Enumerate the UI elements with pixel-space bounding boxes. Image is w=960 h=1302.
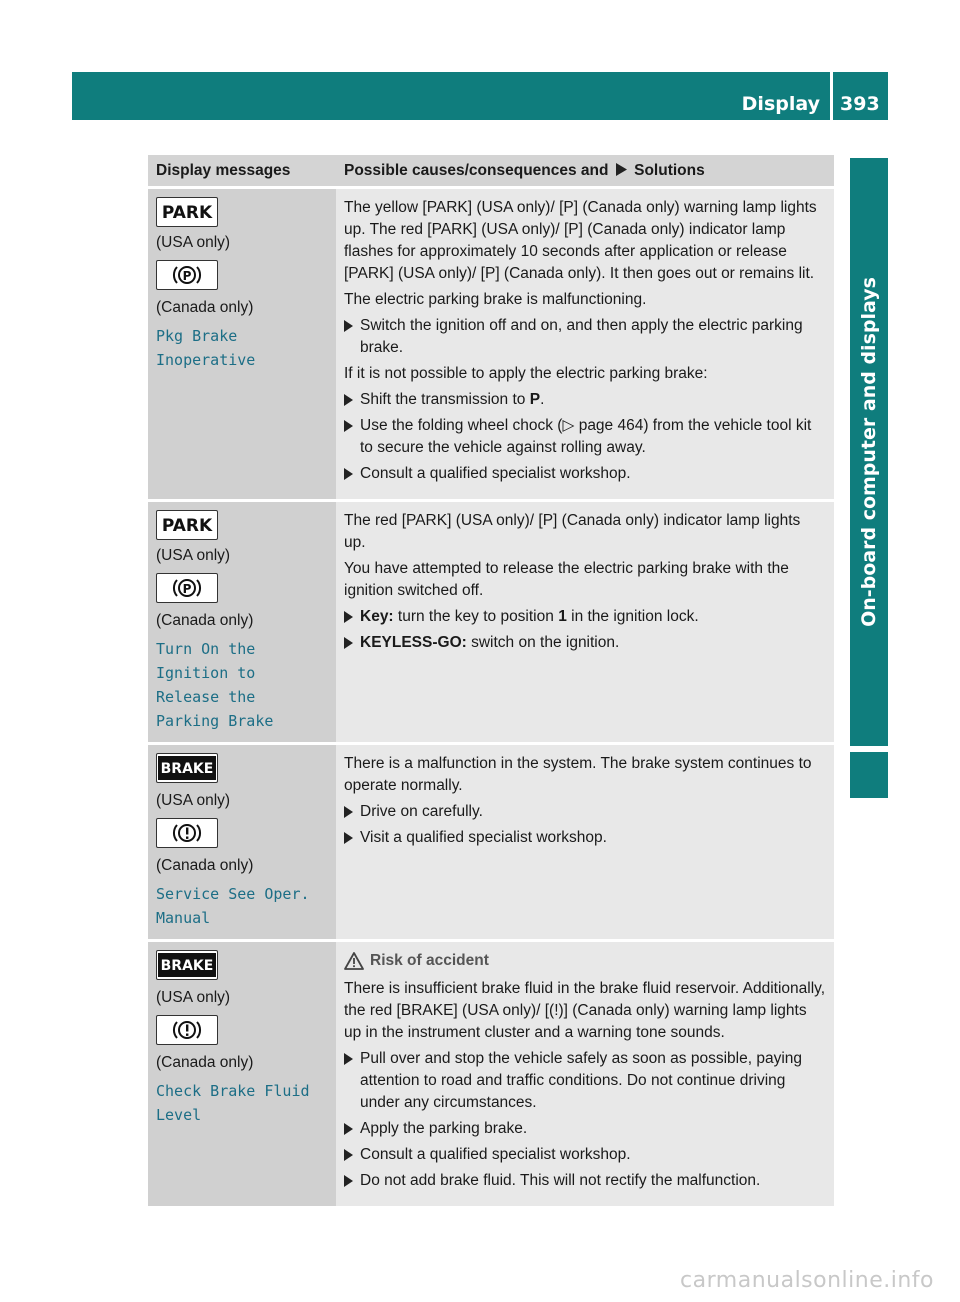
step-arrow-icon (344, 420, 353, 432)
solution-step (344, 1048, 826, 1114)
column-header-causes (336, 155, 834, 189)
cause-text: The electric parking brake is malfunctioning. (344, 291, 647, 308)
table-row (148, 745, 834, 942)
step-arrow-icon (344, 468, 353, 480)
solution-step-text: switch on the ignition. (466, 634, 620, 651)
display-message-cell (148, 189, 336, 502)
gear-position: P (529, 391, 541, 408)
canada-only-label: (Canada only) (156, 299, 254, 316)
column-header-causes-text: Possible causes/consequences and (344, 161, 609, 179)
solution-step (344, 389, 826, 411)
display-message-line: Manual (156, 909, 211, 927)
column-header-solutions-text: Solutions (634, 161, 705, 179)
parking-brake-circle-icon (156, 260, 218, 290)
step-arrow-icon (344, 1149, 353, 1161)
solution-step-text: Do not add brake fluid. This will not rectify the malfunction. (360, 1172, 761, 1189)
display-message-cell (148, 942, 336, 1209)
solution-cell (336, 942, 834, 1209)
step-keyword: KEYLESS-GO: (360, 634, 467, 651)
park-lamp-icon (156, 510, 218, 540)
svg-text:P: P (182, 269, 192, 283)
solution-step (344, 827, 826, 849)
svg-text:PARK: PARK (161, 203, 213, 223)
solution-step (344, 632, 826, 654)
park-lamp-icon (156, 197, 218, 227)
step-arrow-icon (344, 1175, 353, 1187)
canada-only-label: (Canada only) (156, 857, 254, 874)
solution-step (344, 463, 826, 485)
risk-warning-heading (344, 950, 826, 972)
solution-step (344, 1118, 826, 1140)
svg-text:BRAKE: BRAKE (160, 761, 214, 777)
solution-step-text: in the ignition lock. (566, 608, 699, 625)
cause-text: The yellow [PARK] (USA only)/ [P] (Canada only) warning lamp lights up. The red [PARK] (USA only)/ [P] (Canada only) indicator lamp flashes for approximately 10 seconds after application or release [PARK] (USA only)/ [P] (Canada only). It then goes out or remains lit. (344, 199, 817, 282)
key-position: 1 (558, 608, 567, 625)
display-message-line: Inoperative (156, 351, 256, 369)
brake-warning-circle-icon (156, 818, 218, 848)
brake-warning-circle-icon (156, 1015, 218, 1045)
step-arrow-icon (344, 394, 353, 406)
solution-step-text: turn the key to position (393, 608, 559, 625)
usa-only-label: (USA only) (156, 234, 231, 251)
step-arrow-icon (344, 832, 353, 844)
chapter-marker (850, 752, 888, 798)
table-row (148, 189, 834, 502)
solution-step-text: Pull over and stop the vehicle safely as soon as possible, paying attention to road and traffic conditions. Do not continue driving under any circumstances. (360, 1050, 803, 1111)
solution-step-text: Apply the parking brake. (360, 1120, 528, 1137)
solution-step-text: Switch the ignition off and on, and then apply the electric parking brake. (360, 317, 803, 356)
display-message-line: Turn On the (156, 640, 256, 658)
cause-text: The red [PARK] (USA only)/ [P] (Canada only) indicator lamp lights up. (344, 512, 801, 551)
display-message-line: Pkg Brake (156, 327, 238, 345)
display-message-cell (148, 745, 336, 942)
display-message-line: Ignition to (156, 664, 256, 682)
usa-only-label: (USA only) (156, 989, 231, 1006)
page-number: 393 (840, 93, 880, 115)
display-message-line: Level (156, 1106, 202, 1124)
header-separator (830, 72, 833, 120)
solution-step-text: Consult a qualified specialist workshop. (360, 1146, 631, 1163)
warning-triangle-icon (344, 952, 364, 970)
solution-cell (336, 502, 834, 745)
solution-step (344, 801, 826, 823)
footer-watermark: carmanualsonline.info (680, 1268, 934, 1293)
cause-text: There is insufficient brake fluid in the brake fluid reservoir. Additionally, the red [BRAKE] (USA only)/ [(!)] (Canada only) warning lamp lights up in the instrument cluster and a warning tone sounds. (344, 980, 826, 1041)
cause-text: There is a malfunction in the system. The brake system continues to operate normally. (344, 755, 812, 794)
display-message-line: Check Brake Fluid (156, 1082, 310, 1100)
play-arrow-icon (616, 163, 627, 176)
page-title: Display messages (714, 93, 820, 143)
solution-cell (336, 189, 834, 502)
step-keyword: Key: (360, 608, 394, 625)
solution-step-text: . (540, 391, 545, 408)
solution-step-text: Visit a qualified specialist workshop. (360, 829, 607, 846)
solution-step-text: Use the folding wheel chock (▷ page 464) from the vehicle tool kit to secure the vehicle against rolling away. (360, 417, 812, 456)
step-arrow-icon (344, 1053, 353, 1065)
table-row (148, 942, 834, 1209)
display-message-cell (148, 502, 336, 745)
step-arrow-icon (344, 637, 353, 649)
risk-warning-title: Risk of accident (370, 952, 489, 969)
display-message-line: Parking Brake (156, 712, 274, 730)
column-header-display-messages: Display messages (148, 155, 336, 189)
brake-lamp-icon (156, 753, 218, 783)
solution-step (344, 315, 826, 359)
display-message-line: Service See Oper. (156, 885, 310, 903)
step-arrow-icon (344, 806, 353, 818)
solution-step (344, 1144, 826, 1166)
cause-text: You have attempted to release the electric parking brake with the ignition switched off. (344, 560, 789, 599)
solution-cell (336, 745, 834, 942)
solution-step-text: Consult a qualified specialist workshop. (360, 465, 631, 482)
usa-only-label: (USA only) (156, 547, 231, 564)
svg-text:P: P (182, 582, 192, 596)
solution-step (344, 415, 826, 459)
brake-lamp-icon (156, 950, 218, 980)
display-message-line: Release the (156, 688, 256, 706)
step-arrow-icon (344, 320, 353, 332)
canada-only-label: (Canada only) (156, 612, 254, 629)
step-arrow-icon (344, 611, 353, 623)
table-row (148, 502, 834, 745)
table-header-row (148, 155, 834, 189)
svg-text:BRAKE: BRAKE (160, 958, 214, 974)
solution-step (344, 1170, 826, 1192)
parking-brake-circle-icon (156, 573, 218, 603)
usa-only-label: (USA only) (156, 792, 231, 809)
solution-step (344, 606, 826, 628)
svg-text:PARK: PARK (161, 516, 213, 536)
display-messages-table (148, 155, 834, 1209)
solution-step-text: Shift the transmission to (360, 391, 530, 408)
cause-text: If it is not possible to apply the electric parking brake: (344, 365, 708, 382)
chapter-tab-label: On-board computer and displays (858, 277, 880, 627)
canada-only-label: (Canada only) (156, 1054, 254, 1071)
step-arrow-icon (344, 1123, 353, 1135)
solution-step-text: Drive on carefully. (360, 803, 483, 820)
